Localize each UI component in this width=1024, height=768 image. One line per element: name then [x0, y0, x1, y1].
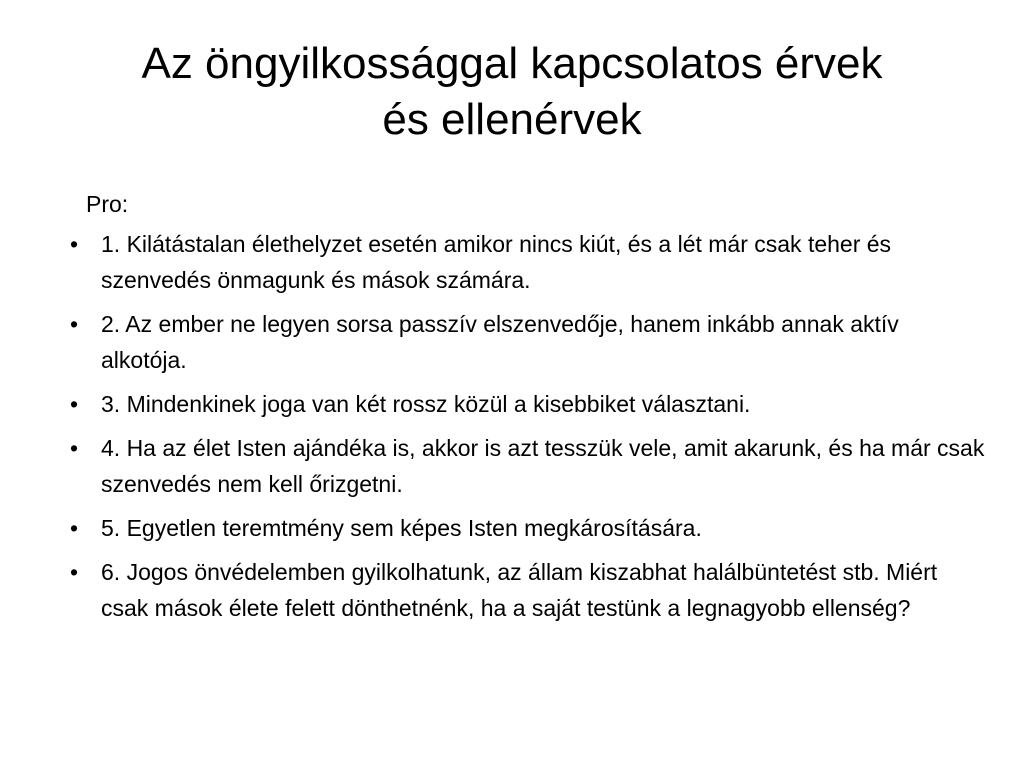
list-item	[70, 226, 986, 298]
pro-argument-list	[70, 226, 986, 626]
list-item-text: 6. Jogos önvédelemben gyilkolhatunk, az állam kiszabhat halálbüntetést stb. Miért csak mások élete felett dönthetnénk, ha a saját testünk a legnagyobb ellenség?	[101, 559, 938, 621]
list-item-text: 5. Egyetlen teremtmény sem képes Isten megkárosítására.	[101, 515, 702, 541]
slide-title-line-1: Az öngyilkossággal kapcsolatos érvek	[141, 39, 883, 88]
pro-label: Pro:	[86, 191, 129, 217]
slide-content	[70, 186, 986, 634]
bullet-icon: •	[70, 435, 79, 461]
list-item-text: 2. Az ember ne legyen sorsa passzív elszenvedője, hanem inkább annak aktív alkotója.	[101, 311, 899, 373]
bullet-icon: •	[70, 391, 79, 417]
list-item	[70, 386, 986, 422]
slide-title-line-2: és ellenérvek	[382, 95, 642, 144]
bullet-icon: •	[70, 311, 79, 337]
bullet-icon: •	[70, 515, 79, 541]
list-item	[70, 510, 986, 546]
list-item-text: 3. Mindenkinek joga van két rossz közül a kisebbiket választani.	[101, 391, 751, 417]
list-item	[70, 306, 986, 378]
list-item	[70, 430, 986, 502]
bullet-icon: •	[70, 231, 79, 257]
list-item	[70, 554, 986, 626]
slide-title	[60, 36, 964, 148]
list-item-text: 4. Ha az élet Isten ajándéka is, akkor is azt tesszük vele, amit akarunk, és ha már csak szenvedés nem kell őrizgetni.	[101, 435, 985, 497]
bullet-icon: •	[70, 559, 79, 585]
list-item-text: 1. Kilátástalan élethelyzet esetén amikor nincs kiút, és a lét már csak teher és szenvedés önmagunk és mások számára.	[101, 231, 892, 293]
